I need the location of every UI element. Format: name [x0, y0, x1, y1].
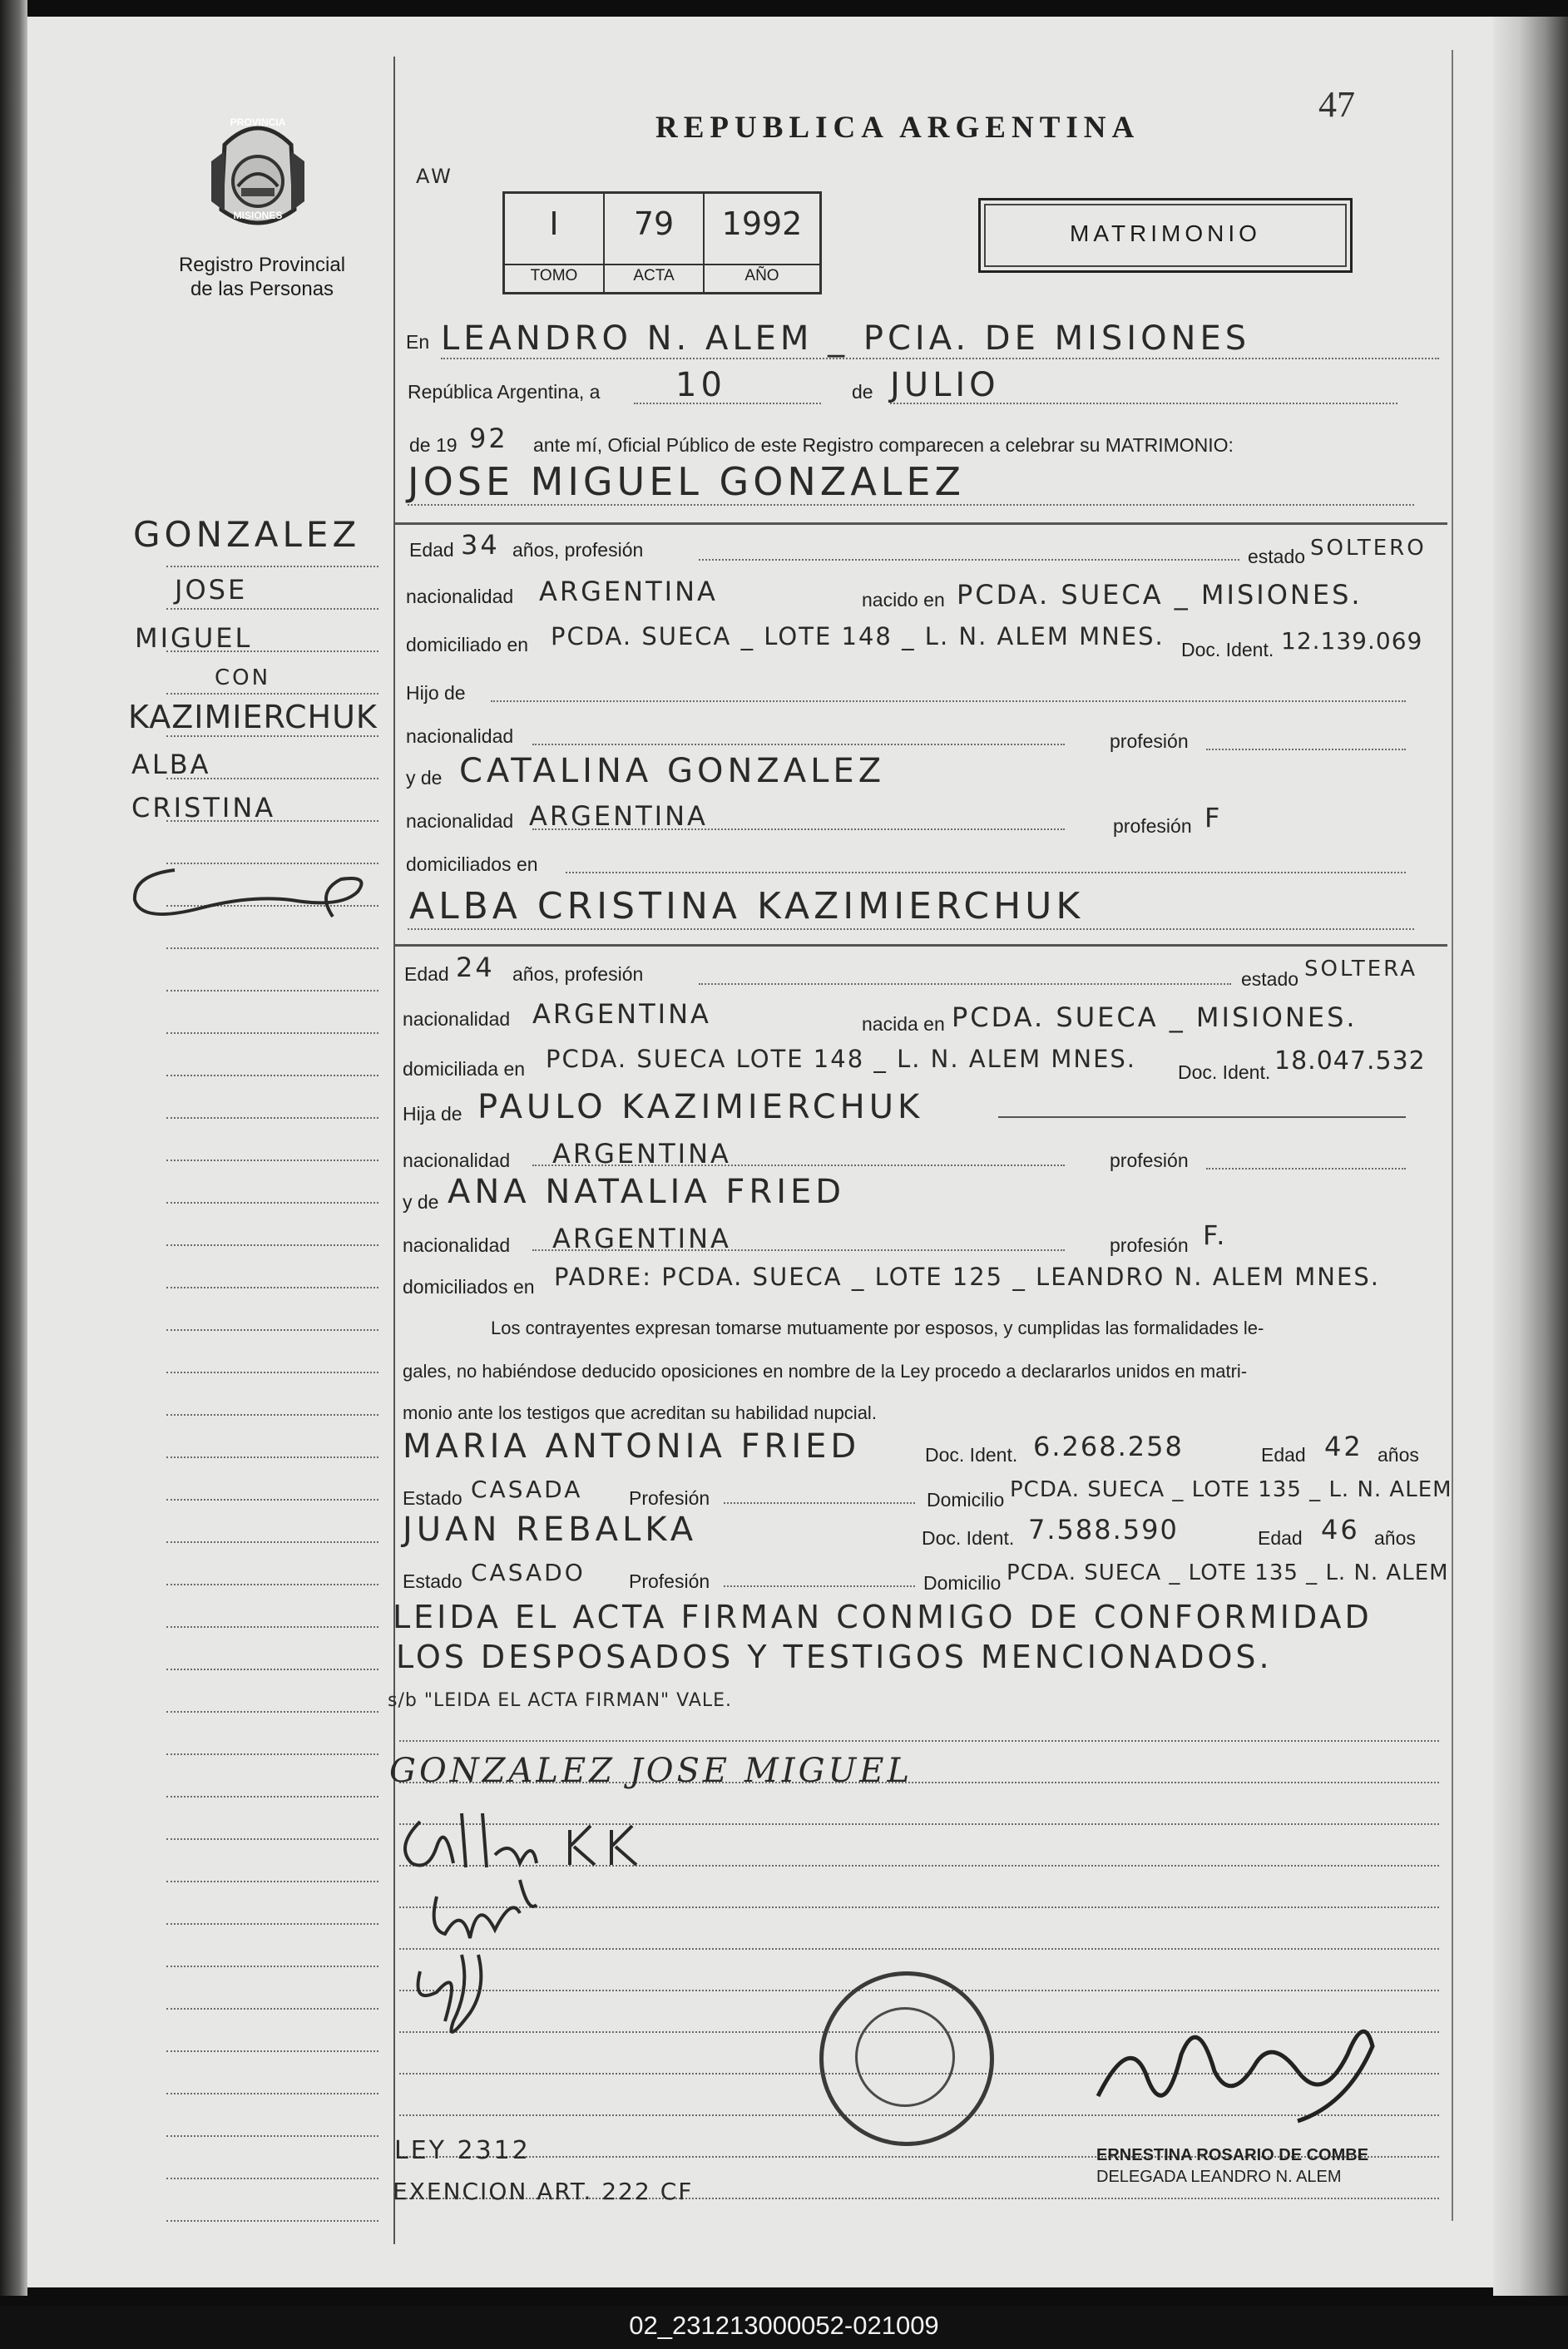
ruled-line [166, 2135, 378, 2137]
ano-label: AÑO [744, 267, 779, 284]
groom-yde-label: y de [406, 767, 443, 789]
book-spine [0, 0, 27, 2296]
ruled-line [166, 2220, 378, 2222]
ruled-line [166, 1287, 378, 1288]
ruled-line [166, 990, 378, 992]
witness2-profesion-label: Profesión [629, 1570, 710, 1592]
bride-nacionalidad: ARGENTINA [532, 998, 711, 1030]
officer-line1: ERNESTINA ROSARIO DE COMBE [1096, 2146, 1369, 2164]
groom-mother-nac-label: nacionalidad [406, 810, 514, 832]
witness2-name: JUAN REBALKA [403, 1511, 698, 1549]
appearance-statement: ante mí, Oficial Público de este Registro comparecen a celebrar su MATRIMONIO: [533, 434, 1234, 456]
groom-doc-label: Doc. Ident. [1181, 639, 1274, 660]
acta-value: 79 [633, 205, 675, 242]
ruled-line [166, 1244, 378, 1246]
witness1-estado-label: Estado [403, 1487, 462, 1509]
page-edge [1493, 17, 1568, 2296]
en-label: En [406, 331, 430, 353]
bride-doc: 18.047.532 [1274, 1046, 1426, 1076]
groom-edad-label: Edad [409, 539, 454, 561]
ruled-line [166, 2178, 378, 2179]
closing-line3: s/b "LEIDA EL ACTA FIRMAN" VALE. [388, 1690, 733, 1711]
exencion-note: EXENCION ART. 222 CF [393, 2178, 694, 2205]
groom-estado-label: estado [1248, 546, 1306, 567]
witness1-doc: 6.268.258 [1033, 1431, 1184, 1462]
year-prefix: de 19 [409, 434, 458, 456]
marriage-place: LEANDRO N. ALEM _ PCIA. DE MISIONES [441, 319, 1251, 358]
bride-mother: ANA NATALIA FRIED [448, 1173, 846, 1211]
witness2-domicilio: PCDA. SUECA _ LOTE 135 _ L. N. ALEM [1007, 1560, 1449, 1585]
witness2-doc: 7.588.590 [1028, 1514, 1179, 1545]
bride-father-prof-label: profesión [1110, 1150, 1189, 1171]
registry-stamp [819, 1971, 994, 2146]
bride-domicilio-label: domiciliada en [403, 1058, 526, 1080]
bride-nac-label: nacionalidad [403, 1008, 511, 1030]
marriage-year-suffix: 92 [469, 423, 508, 454]
ano-value: 1992 [721, 205, 803, 242]
ruled-line [166, 1202, 378, 1204]
margin-line-4: CON [215, 665, 271, 690]
bride-name: ALBA CRISTINA KAZIMIERCHUK [409, 885, 1085, 927]
bride-edad: 24 [456, 952, 495, 983]
groom-nacido-label: nacido en [862, 589, 945, 611]
witness2-edad: 46 [1321, 1514, 1360, 1545]
bride-father: PAULO KAZIMIERCHUK [477, 1088, 924, 1126]
witness2-doc-label: Doc. Ident. [922, 1527, 1015, 1549]
ruled-line [166, 947, 378, 949]
witness2-estado: CASADO [471, 1559, 586, 1586]
ruled-line [166, 608, 378, 610]
witness2-domicilio-label: Domicilio [923, 1572, 1002, 1594]
registry-name-line1: Registro Provincial [178, 254, 346, 276]
witness1-doc-label: Doc. Ident. [925, 1444, 1018, 1466]
ruled-line [166, 693, 378, 695]
de-label: de [852, 381, 873, 403]
witness1-edad: 42 [1324, 1431, 1363, 1462]
ruled-line [166, 1838, 378, 1840]
ruled-line [166, 735, 378, 737]
ruled-line [166, 1881, 378, 1882]
bride-father-nac: ARGENTINA [552, 1138, 731, 1170]
signatures-group [387, 1788, 686, 2063]
registry-name-line2: de las Personas [190, 278, 334, 300]
image-id: 02_231213000052-021009 [629, 2311, 939, 2340]
bride-domiciliados-label: domiciliados en [403, 1276, 535, 1298]
margin-line-5: KAZIMIERCHUK [128, 699, 378, 735]
document-type: MATRIMONIO [1070, 220, 1261, 246]
closing-line2: LOS DESPOSADOS Y TESTIGOS MENCIONADOS. [396, 1639, 1273, 1675]
margin-line-2: JOSE [175, 574, 248, 606]
ruled-line [166, 1711, 378, 1713]
declaration-line1: Los contrayentes expresan tomarse mutuamente por esposos, y cumplidas las formalidades le- [491, 1318, 1264, 1338]
officer-signature [1081, 1996, 1397, 2129]
ruled-line [166, 1456, 378, 1458]
margin-line-1: GONZALEZ [133, 514, 361, 555]
groom-nacido: PCDA. SUECA _ MISIONES. [957, 579, 1363, 611]
groom-hijo-label: Hijo de [406, 682, 466, 704]
bride-mother-nac: ARGENTINA [552, 1223, 731, 1254]
bride-estado-label: estado [1241, 968, 1299, 990]
witness2-anos-label: años [1374, 1527, 1416, 1549]
ruled-line [166, 1075, 378, 1076]
groom-nac-label: nacionalidad [406, 586, 514, 607]
margin-line-3: MIGUEL [135, 622, 253, 654]
bride-edad-label: Edad [404, 963, 449, 985]
witness1-anos-label: años [1378, 1444, 1419, 1466]
groom-name: JOSE MIGUEL GONZALEZ [408, 459, 965, 504]
acta-label: ACTA [633, 267, 675, 284]
marriage-day: 10 [675, 366, 726, 404]
ruled-line [166, 1329, 378, 1331]
groom-doc: 12.139.069 [1281, 627, 1423, 655]
ruled-line [166, 1372, 378, 1373]
ruled-line [166, 1160, 378, 1161]
groom-signature: GONZALEZ JOSE MIGUEL [389, 1752, 913, 1790]
witness1-profesion-label: Profesión [629, 1487, 710, 1509]
ruled-line [166, 1032, 378, 1034]
groom-domicilio: PCDA. SUECA _ LOTE 148 _ L. N. ALEM MNES. [551, 622, 1165, 650]
bride-mother-prof: F. [1203, 1219, 1228, 1251]
registry-name [154, 253, 370, 301]
bride-hija-label: Hija de [403, 1103, 462, 1125]
ruled-line [166, 1923, 378, 1925]
bride-nacida: PCDA. SUECA _ MISIONES. [952, 1001, 1358, 1033]
ruled-line [166, 566, 378, 567]
bride-domicilio: PCDA. SUECA LOTE 148 _ L. N. ALEM MNES. [546, 1045, 1137, 1073]
declaration-line2: gales, no habiéndose deducido oposiciones en nombre de la Ley procedo a declararlos unidos en matri- [403, 1361, 1248, 1382]
ref-acta [605, 194, 705, 292]
groom-father-nac-label: nacionalidad [406, 725, 514, 747]
witness1-name: MARIA ANTONIA FRIED [403, 1427, 861, 1466]
witness1-estado: CASADA [471, 1476, 583, 1503]
declaration-line3: monio ante los testigos que acreditan su habilidad nupcial. [403, 1402, 877, 1423]
groom-mother-prof-label: profesión [1113, 815, 1192, 837]
ruled-line [166, 1796, 378, 1798]
emblem-text-bottom: MISIONES [233, 210, 283, 221]
bride-profesion-label: años, profesión [512, 963, 644, 985]
marriage-month: JULIO [890, 366, 1000, 404]
groom-domicilio-label: domiciliado en [406, 634, 529, 655]
page-title: REPUBLICA ARGENTINA [655, 111, 1140, 145]
groom-nacionalidad: ARGENTINA [539, 576, 718, 607]
bride-father-nac-label: nacionalidad [403, 1150, 511, 1171]
groom-estado: SOLTERO [1310, 536, 1427, 561]
margin-line-6: ALBA [131, 749, 211, 780]
ruled-line [166, 1753, 378, 1755]
bride-nacida-label: nacida en [862, 1013, 945, 1035]
ruled-line [166, 1626, 378, 1628]
groom-edad: 34 [461, 529, 500, 561]
right-rule [1452, 50, 1453, 2221]
officer-line2: DELEGADA LEANDRO N. ALEM [1096, 2168, 1342, 2186]
bride-mother-nac-label: nacionalidad [403, 1234, 511, 1256]
groom-mother-nac: ARGENTINA [529, 800, 708, 832]
witness2-estado-label: Estado [403, 1570, 462, 1592]
closing-line1: LEIDA EL ACTA FIRMAN CONMIGO DE CONFORMIDAD [393, 1599, 1373, 1635]
groom-profesion-label: años, profesión [512, 539, 644, 561]
bride-domiciliados: PADRE: PCDA. SUECA _ LOTE 125 _ LEANDRO N. ALEM MNES. [554, 1263, 1380, 1291]
tomo-label: TOMO [530, 267, 578, 284]
ruled-line [166, 1966, 378, 1967]
reference-box [502, 191, 822, 294]
ruled-line [166, 1499, 378, 1501]
ley-note: LEY 2312 [394, 2136, 531, 2165]
bride-mother-prof-label: profesión [1110, 1234, 1189, 1256]
ref-ano [705, 194, 819, 292]
tomo-value: I [549, 205, 559, 242]
ruled-line [166, 1414, 378, 1416]
witness1-domicilio-label: Domicilio [927, 1489, 1005, 1511]
margin-line-7: CRISTINA [131, 792, 276, 823]
bride-doc-label: Doc. Ident. [1178, 1061, 1271, 1083]
witness1-edad-label: Edad [1261, 1444, 1306, 1466]
republica-label: República Argentina, a [408, 381, 601, 403]
bride-estado: SOLTERA [1304, 957, 1417, 982]
document-type-box [978, 198, 1353, 273]
emblem-text-top: PROVINCIA [230, 116, 286, 128]
witness1-domicilio: PCDA. SUECA _ LOTE 135 _ L. N. ALEM [1010, 1477, 1452, 1502]
ruled-line [166, 1669, 378, 1670]
ruled-line [166, 2050, 378, 2052]
ruled-line [166, 1541, 378, 1543]
witness2-edad-label: Edad [1258, 1527, 1303, 1549]
page-number: 47 [1318, 84, 1355, 125]
bride-yde-label: y de [403, 1191, 439, 1213]
margin-flourish [125, 858, 374, 933]
ruled-line [166, 1584, 378, 1585]
groom-mother: CATALINA GONZALEZ [459, 752, 886, 790]
ruled-line [166, 2008, 378, 2010]
ruled-line [166, 1117, 378, 1119]
groom-mother-prof: F [1204, 802, 1223, 833]
ruled-line [399, 1740, 1439, 1742]
ruled-line [166, 2093, 378, 2094]
ref-tomo [505, 194, 605, 292]
clerk-initials: AW [416, 165, 453, 188]
groom-domiciliados-label: domiciliados en [406, 853, 538, 875]
groom-father-prof-label: profesión [1110, 730, 1189, 752]
